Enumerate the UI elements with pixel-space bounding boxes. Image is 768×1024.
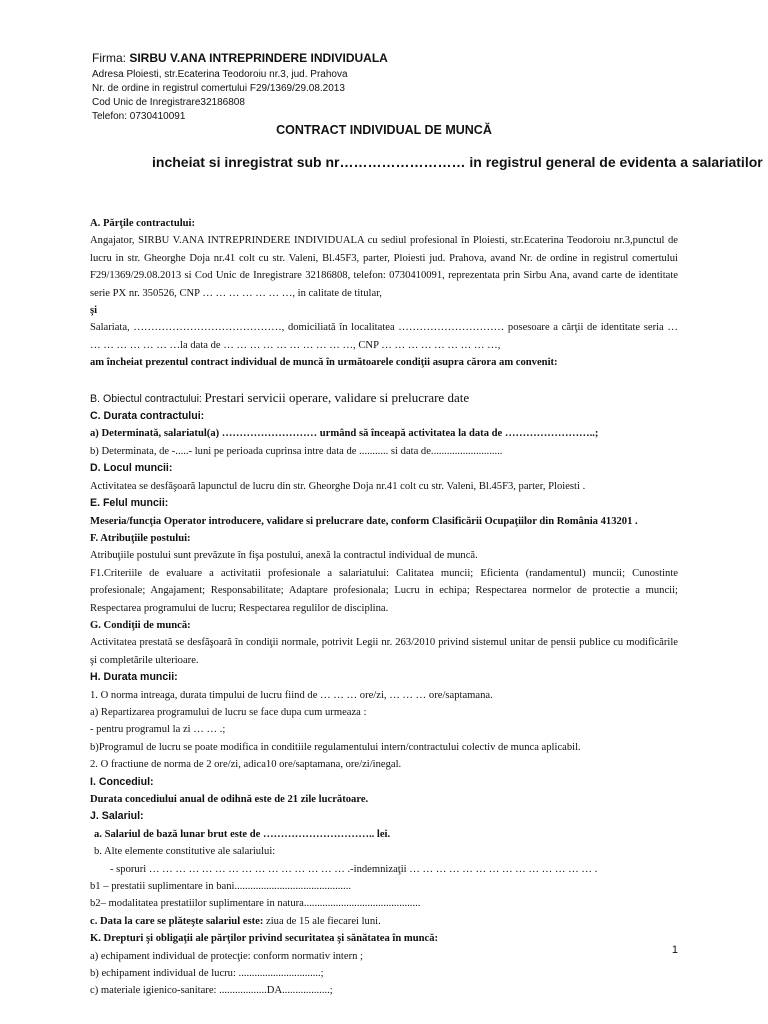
page-title: CONTRACT INDIVIDUAL DE MUNCĂ — [276, 123, 492, 137]
section-b — [90, 389, 678, 408]
section-h-b: b)Programul de lucru se poate modifica in conditiile regulamentului intern/contractului colectiv de munca aplicabil. — [90, 741, 581, 753]
contract-subtitle: incheiat si inregistrat sub nr……………………… in registrul general de evidenta a salariatilor — [152, 154, 763, 170]
firm-cui: Cod Unic de Inregistrare32186808 — [92, 97, 245, 108]
section-k-c: c) materiale igienico-sanitare: ..................DA..................; — [90, 985, 333, 997]
section-i-text: Durata concediului anual de odihnă este de 21 zile lucrătoare. — [90, 794, 369, 805]
section-g-heading: G. Condiţii de muncă: — [90, 619, 191, 631]
section-j-c-value: ziua de 15 ale fiecarei luni. — [266, 915, 381, 927]
employer-paragraph: Angajator, SIRBU V.ANA INTREPRINDERE INDIVIDUALA cu sediul profesional în Ploiesti, str.Ecaterina Teodoroiu nr.3,punctul de lucru in str. Gheorghe Doja nr.41 colt cu str. Valeni, Bl.45F3, parter, Ploiesti jud. Prahova, avand Nr. de ordine in registrul comertului F29/1369/29.08.2013 si Cod Unic de Inregistrare 32186808, telefon: 0730410091, reprezentata prin Sirbu Ana, avand carte de identitate serie PX nr. 350526, CNP … … … … … … …, in calitate de titular, — [90, 235, 678, 299]
section-j-c — [90, 913, 678, 930]
firm-line — [92, 51, 388, 65]
section-h-a: a) Repartizarea programului de lucru se face dupa cum urmeaza : — [90, 706, 367, 718]
section-h-1: 1. O norma intreaga, durata timpului de lucru fiind de … … … ore/zi, … … … ore/saptamana. — [90, 689, 493, 701]
section-c-a: a) Determinată, salariatul(a) ……………………… urmând să înceapă activitatea la data de ……………………..; — [90, 428, 599, 440]
section-f-text: Atribuţiile postului sunt prevăzute în fişa postului, anexă la contractul individual de muncă. — [90, 550, 478, 562]
section-f-heading: F. Atribuţiile postului: — [90, 532, 191, 544]
firm-registry: Nr. de ordine in registrul comertului F29/1369/29.08.2013 — [92, 83, 345, 94]
section-j-b-items: - sporuri … … … … … … … … … … … … … … … .-indemnizaţii … … … … … … … … … … … … … … . — [110, 863, 598, 875]
page-number: 1 — [671, 944, 678, 956]
firm-name: SIRBU V.ANA INTREPRINDERE INDIVIDUALA — [129, 51, 388, 65]
section-k-b: b) echipament individual de lucru: ...............................; — [90, 968, 324, 980]
section-j-b: b. Alte elemente constitutive ale salariului: — [94, 846, 276, 858]
section-a-heading: A. Părţile contractului: — [90, 218, 196, 229]
section-k-a: a) echipament individual de protecţie: conform normativ intern ; — [90, 950, 363, 962]
firm-label: Firma: — [92, 51, 126, 65]
section-j-b1: b1 – prestatii suplimentare in bani............................................ — [90, 881, 351, 893]
section-h-a1: - pentru programul la zi … … .; — [90, 724, 226, 736]
section-j-heading: J. Salariul: — [90, 810, 144, 823]
section-j-a: a. Salariul de bază lunar brut este de ………………………….. lei. — [94, 828, 391, 840]
section-j-b2: b2– modalitatea prestatiilor suplimentare in natura............................................ — [90, 898, 421, 910]
section-e-text: Meseria/funcţia Operator introducere, validare si prelucrare date, conform Clasificării Ocupaţiilor din România 413201 . — [90, 515, 638, 527]
section-c-b: b) Determinata, de -.....- luni pe perioada cuprinsa intre data de ........... si data de........................... — [90, 445, 503, 457]
section-e-heading: E. Felul muncii: — [90, 497, 169, 510]
section-i-heading: I. Concediul: — [90, 775, 154, 788]
firm-address: Adresa Ploiesti, str.Ecaterina Teodoroiu nr.3, jud. Prahova — [92, 69, 348, 80]
section-d-heading: D. Locul muncii: — [90, 462, 173, 475]
agreement-line: am încheiat prezentul contract individual de muncă în următoarele condiţii asupra cărora am convenit: — [90, 357, 558, 369]
section-f1-text: F1.Criteriile de evaluare a activitatii profesionale a salariatului: Calitatea muncii; Eficienta (randamentul) muncii; Cunostinte profesionale; Angajament; Responsabilitate; Adaptare profesionala; Lucru in echipa; Respectarea normelor de protectie a muncii; Respectarea programului de lucru; Respectarea regulilor de disciplina. — [90, 567, 678, 614]
section-j-c-label: c. Data la care se plăteşte salariul este: — [90, 915, 264, 927]
section-h-heading: H. Durata muncii: — [90, 671, 178, 684]
and-word: şi — [90, 305, 98, 317]
section-c-heading: C. Durata contractului: — [90, 410, 205, 423]
section-g-text: Activitatea prestată se desfăşoară în condiţii normale, potrivit Legii nr. 263/2010 privind sistemul unitar de pensii publice cu modificările şi completările ulterioare. — [90, 637, 678, 666]
employee-paragraph: Salariata, ……………………………………, domiciliată în localitatea ………………………… posesoare a cărţii de identitate seria … … … … … … … …la data de … … … … … … … … … …, CNP … … … … … … … … …, — [90, 322, 678, 351]
section-h-2: 2. O fractiune de norma de 2 ore/zi, adica10 ore/saptamana, ore/zi/inegal. — [90, 759, 402, 771]
firm-phone: Telefon: 0730410091 — [92, 111, 186, 122]
section-k-heading: K. Drepturi şi obligaţii ale părţilor privind securitatea şi sănătatea în muncă: — [90, 933, 439, 945]
section-b-label: B. Obiectul contractului: — [90, 392, 202, 405]
section-b-value: Prestari servicii operare, validare si prelucrare date — [204, 389, 470, 405]
section-d-text: Activitatea se desfăşoară lapunctul de lucru din str. Gheorghe Doja nr.41 colt cu str. Valeni, Bl.45F3, parter, Ploiesti . — [90, 480, 586, 492]
contract-body — [90, 215, 678, 1000]
